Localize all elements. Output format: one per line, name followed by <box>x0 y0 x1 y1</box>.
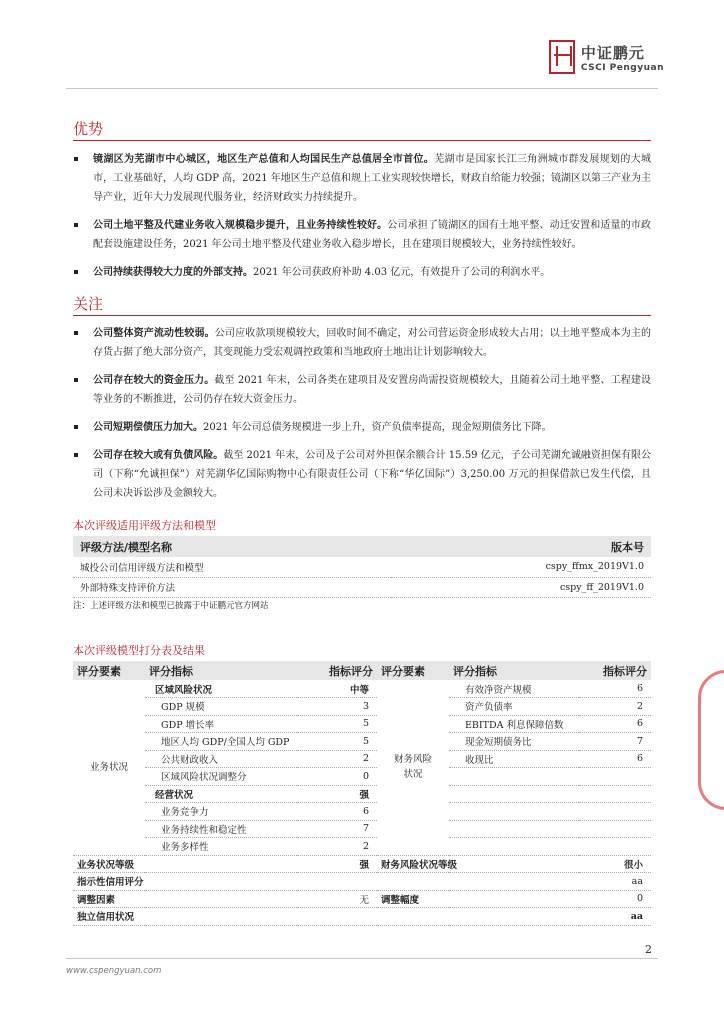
indicator-name: 区域风险状况调整分 <box>145 768 297 786</box>
indicator-score: 强 <box>297 785 377 803</box>
indicator-name: EBITDA 利息保障倍数 <box>449 715 579 733</box>
method-header-name: 评级方法/模型名称 <box>73 536 391 557</box>
bullet-heading: 公司短期偿债压力加大。 <box>93 422 203 433</box>
indicator-score: 6 <box>579 715 651 733</box>
table-row <box>73 750 651 768</box>
indicator-name <box>449 803 579 821</box>
bullet-text: 截至 2021 年末，公司及子公司对外担保余额合计 15.59 亿元，子公司芜湖允诚融资担保有限公司（下称“允诚担保”）对芜湖华亿国际购物中心有限责任公司（下称“华亿国际”）3,250.00 万元的担保借款已发生代偿，且公司未决诉讼涉及金额较大。 <box>93 450 652 499</box>
indicator-score: 中等 <box>297 680 377 698</box>
concerns-list <box>73 324 651 512</box>
indicator-name: 业务多样性 <box>145 838 297 856</box>
bullet-heading: 公司存在较大的资金压力。 <box>93 375 215 386</box>
bullet-item <box>73 324 651 362</box>
summary-value: 无 <box>297 890 377 908</box>
table-row <box>73 820 651 838</box>
bullet-text: 芜湖市是国家长江三角洲城市群发展规划的大城市，工业基础好，人均 GDP 高，2021 年地区生产总值和规上工业实现较快增长，财政自给能力较强；镜湖区以第三产业为主导产业，近年大力发展现代服务业，经济财政实力持续提升。 <box>93 154 652 203</box>
indicator-name: 收现比 <box>449 750 579 768</box>
table-row <box>73 768 651 786</box>
indicator-score: 6 <box>297 803 377 821</box>
summary-value: aa <box>579 908 651 926</box>
method-name: 外部特殊支持评价方法 <box>73 577 391 597</box>
summary-row <box>73 908 651 926</box>
summary-value: 0 <box>579 890 651 908</box>
summary-label: 指示性信用评分 <box>73 873 579 891</box>
indicator-score <box>579 785 651 803</box>
summary-label: 独立信用状况 <box>73 908 579 926</box>
score-header: 评分要素 <box>377 661 449 680</box>
summary-label: 调整因素 <box>73 890 297 908</box>
bullet-text: 公司应收款项规模较大，回收时间不确定，对公司营运资金形成较大占用；以土地平整成本为主的存货占据了绝大部分资产，其变现能力受宏观调控政策和当地政府土地出让计划影响较大。 <box>93 328 652 358</box>
summary-label: 业务状况等级 <box>73 855 297 873</box>
page-number: 2 <box>645 943 652 956</box>
bullet-heading: 公司持续获得较大力度的外部支持。 <box>93 267 253 278</box>
indicator-name <box>449 838 579 856</box>
indicator-score: 7 <box>579 733 651 751</box>
header-divider <box>66 88 658 89</box>
indicator-name: 区域风险状况 <box>145 680 297 698</box>
table-row <box>73 557 651 577</box>
indicator-name <box>449 820 579 838</box>
indicator-score <box>579 803 651 821</box>
score-header: 评分要素 <box>73 661 145 680</box>
logo-mark-icon <box>549 40 575 74</box>
bullet-item <box>73 418 651 437</box>
bullet-text: 截至 2021 年末，公司各类在建项目及安置房尚需投资规模较大，且随着公司土地平整、工程建设等业务的不断推进，公司仍存在较大资金压力。 <box>93 375 651 405</box>
group-financial-line1: 财务风险 <box>393 754 432 766</box>
indicator-name: 地区人均 GDP/全国人均 GDP <box>145 733 297 751</box>
seal-stamp-icon <box>698 670 724 810</box>
method-note: 注：上述评级方法和模型已披露于中证鹏元官方网站 <box>73 601 269 611</box>
indicator-name: 业务持续性和稳定性 <box>145 820 297 838</box>
indicator-name: 现金短期债务比 <box>449 733 579 751</box>
bullet-heading: 公司整体资产流动性较弱。 <box>93 328 215 339</box>
indicator-name: 经营状况 <box>145 785 297 803</box>
group-financial-line2: 状况 <box>403 769 423 781</box>
indicator-score <box>579 820 651 838</box>
table-row <box>73 698 651 716</box>
indicator-score: 6 <box>579 750 651 768</box>
footer-divider <box>66 958 658 959</box>
logo-en: CSCI Pengyuan <box>580 62 664 73</box>
bullet-item <box>73 371 651 409</box>
concerns-divider <box>73 315 651 316</box>
indicator-name: GDP 规模 <box>145 698 297 716</box>
logo-cn: 中证鹏元 <box>580 43 645 62</box>
indicator-name <box>449 785 579 803</box>
method-table <box>73 536 651 598</box>
score-header: 指标评分 <box>579 661 651 680</box>
indicator-name: 资产负债率 <box>449 698 579 716</box>
footer-url: www.cspengyuan.com <box>66 966 162 976</box>
indicator-name: 业务竞争力 <box>145 803 297 821</box>
group-financial <box>377 680 449 855</box>
bullet-item <box>73 263 651 282</box>
bullet-text: 公司承担了镜湖区的国有土地平整、动迁安置和适量的市政配套设施建设任务，2021 年公司土地平整及代建业务收入稳步增长，且在建项目规模较大，业务持续性较好。 <box>93 220 652 250</box>
indicator-score: 5 <box>297 733 377 751</box>
indicator-name: 有效净资产规模 <box>449 680 579 698</box>
indicator-score: 0 <box>297 768 377 786</box>
bullet-item <box>73 446 651 503</box>
summary-row <box>73 890 651 908</box>
concerns-title: 关注 <box>73 295 104 313</box>
summary-value: 强 <box>297 855 377 873</box>
indicator-score <box>579 768 651 786</box>
summary-row <box>73 855 651 873</box>
bullet-heading: 镜湖区为芜湖市中心城区，地区生产总值和人均国民生产总值居全市首位。 <box>93 154 435 165</box>
strengths-divider <box>73 140 651 141</box>
indicator-score: 7 <box>297 820 377 838</box>
score-header: 指标评分 <box>297 661 377 680</box>
bullet-heading: 公司存在较大或有负债风险。 <box>93 450 224 461</box>
indicator-score: 2 <box>297 838 377 856</box>
indicator-score: 3 <box>297 698 377 716</box>
method-version: cspy_ffmx_2019V1.0 <box>391 557 651 577</box>
indicator-name <box>449 768 579 786</box>
bullet-text: 2021 年公司获政府补助 4.03 亿元，有效提升了公司的利润水平。 <box>253 267 551 278</box>
indicator-score: 2 <box>297 750 377 768</box>
table-row <box>73 785 651 803</box>
score-header: 评分指标 <box>449 661 579 680</box>
indicator-score: 2 <box>579 698 651 716</box>
score-header: 评分指标 <box>145 661 297 680</box>
summary-label: 财务风险状况等级 <box>377 855 579 873</box>
table-row <box>73 803 651 821</box>
table-row <box>73 733 651 751</box>
table-row <box>73 715 651 733</box>
summary-value: 很小 <box>579 855 651 873</box>
method-name: 城投公司信用评级方法和模型 <box>73 557 391 577</box>
bullet-item <box>73 150 651 207</box>
bullet-heading: 公司土地平整及代建业务收入规模稳步提升，且业务持续性较好。 <box>93 220 388 231</box>
indicator-name: 公共财政收入 <box>145 750 297 768</box>
table-row <box>73 680 651 698</box>
strengths-title: 优势 <box>73 120 104 138</box>
table-row <box>73 838 651 856</box>
table-row <box>73 577 651 597</box>
score-table-title: 本次评级模型打分表及结果 <box>73 644 205 657</box>
bullet-text: 2021 年公司总债务规模进一步上升，资产负债率提高，现金短期债务比下降。 <box>203 422 552 433</box>
indicator-score <box>579 838 651 856</box>
group-business: 业务状况 <box>73 680 145 855</box>
indicator-name: GDP 增长率 <box>145 715 297 733</box>
summary-label: 调整幅度 <box>377 890 579 908</box>
strengths-list <box>73 150 651 291</box>
bullet-item <box>73 216 651 254</box>
method-table-title: 本次评级适用评级方法和模型 <box>73 519 216 532</box>
summary-row <box>73 873 651 891</box>
summary-value: aa <box>579 873 651 891</box>
method-header-version: 版本号 <box>391 536 651 557</box>
indicator-score: 6 <box>579 680 651 698</box>
company-logo <box>549 40 664 74</box>
method-version: cspy_ff_2019V1.0 <box>391 577 651 597</box>
indicator-score: 5 <box>297 715 377 733</box>
score-table <box>73 661 651 926</box>
